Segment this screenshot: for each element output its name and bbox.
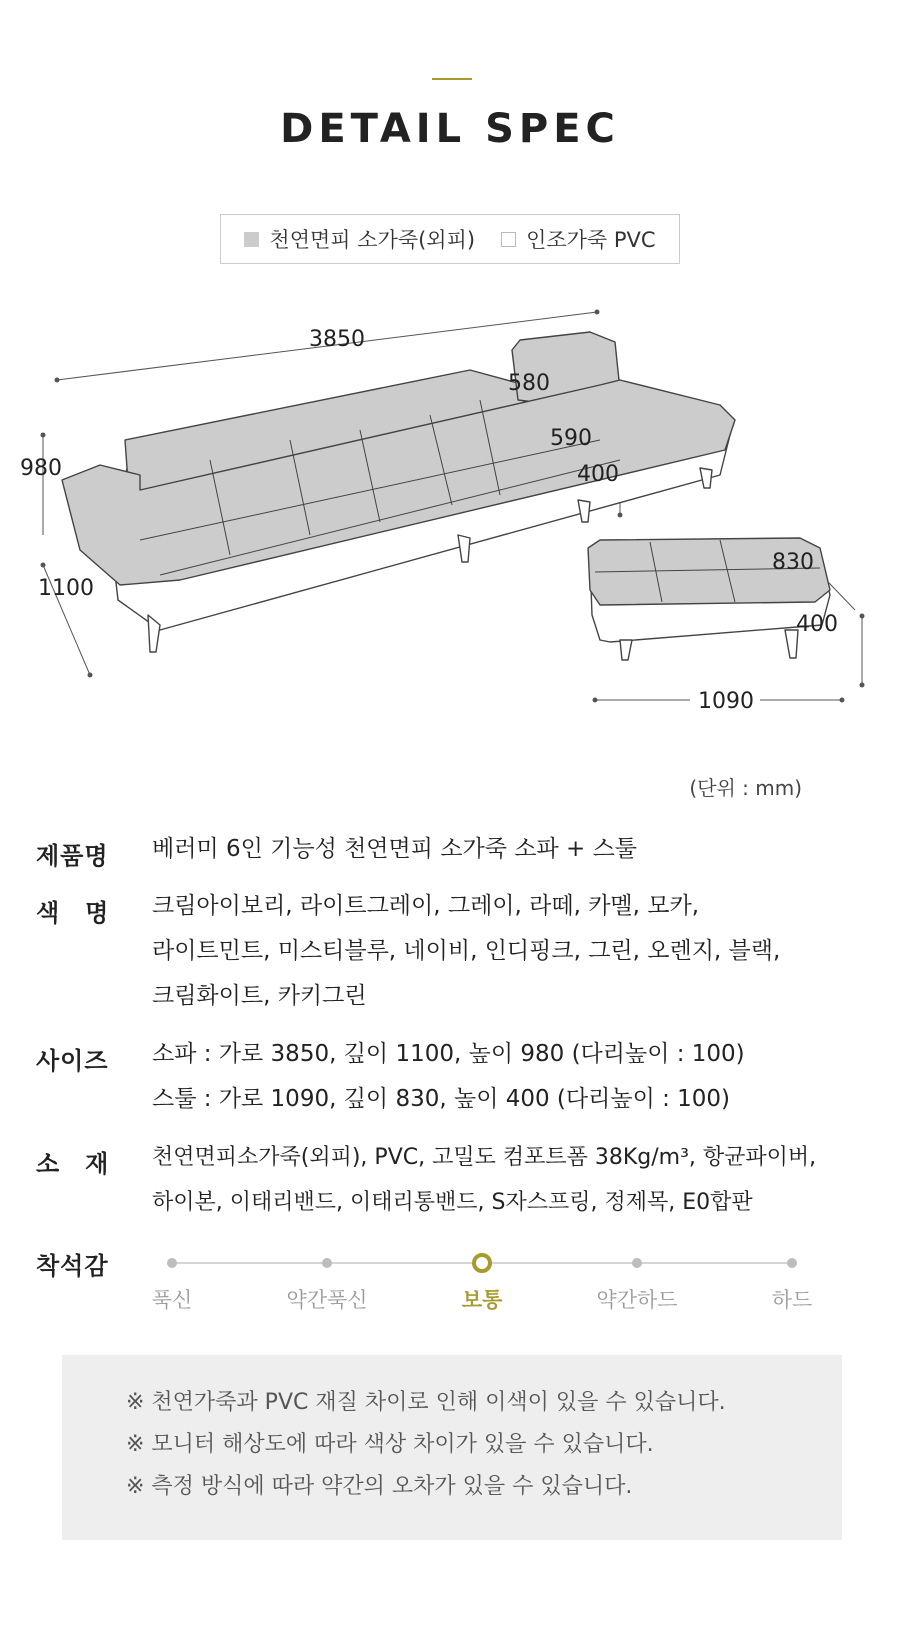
spec-label-comfort: 착석감 xyxy=(36,1252,109,1280)
page-title: DETAIL SPEC xyxy=(280,106,620,152)
spec-line: 스툴 : 가로 1090, 깊이 830, 높이 400 (다리높이 : 100) xyxy=(152,1086,731,1112)
comfort-level-label: 약간푹신 xyxy=(286,1288,368,1312)
spec-row-comfort xyxy=(36,1246,152,1281)
spec-line: 하이본, 이태리밴드, 이태리통밴드, S자스프링, 정제목, E0합판 xyxy=(152,1190,753,1215)
spec-line: 베러미 6인 기능성 천연면피 소가죽 소파 + 스툴 xyxy=(152,836,638,862)
unit-note: (단위 : mm) xyxy=(689,776,802,800)
spec-line: 크림화이트, 카키그린 xyxy=(152,983,367,1009)
spec-label-colors: 색 명 xyxy=(36,899,110,927)
spec-line: 라이트민트, 미스티블루, 네이비, 인디핑크, 그린, 오렌지, 블랙, xyxy=(152,938,781,964)
comfort-level-dot xyxy=(472,1253,492,1273)
material-legend xyxy=(220,214,680,264)
sofa-dimension-diagram xyxy=(0,290,900,720)
legend-artificial-leather-label: 인조가죽 PVC xyxy=(526,228,656,252)
spec-label-material: 소 재 xyxy=(36,1150,110,1178)
legend-artificial-leather xyxy=(501,224,656,254)
comfort-level-label: 푹신 xyxy=(151,1288,193,1312)
filled-square-icon xyxy=(244,232,259,247)
dim-sofa-height: 980 xyxy=(20,456,62,481)
comfort-level-label: 약간하드 xyxy=(596,1288,678,1312)
legend-natural-leather xyxy=(244,224,475,254)
dim-stool-depth: 830 xyxy=(772,550,814,575)
dim-seat-depth: 590 xyxy=(550,426,592,451)
spec-value-colors xyxy=(152,884,780,1019)
notice-line: ※ 모니터 해상도에 따라 색상 차이가 있을 수 있습니다. xyxy=(126,1432,654,1457)
legend-natural-leather-label: 천연면피 소가죽(외피) xyxy=(269,228,476,252)
empty-square-icon xyxy=(501,232,516,247)
comfort-level-dot xyxy=(167,1258,177,1268)
spec-value-size xyxy=(152,1032,745,1122)
title-accent-line xyxy=(432,78,472,80)
comfort-level-dot xyxy=(322,1258,332,1268)
notice-box xyxy=(62,1355,842,1540)
spec-value-material xyxy=(152,1135,816,1225)
spec-line: 크림아이보리, 라이트그레이, 그레이, 라떼, 카멜, 모카, xyxy=(152,893,699,919)
notice-line: ※ 천연가죽과 PVC 재질 차이로 인해 이색이 있을 수 있습니다. xyxy=(126,1390,726,1415)
spec-value-product-name xyxy=(152,827,637,872)
dim-sofa-depth: 1100 xyxy=(38,576,94,601)
comfort-level-label: 하드 xyxy=(771,1288,813,1312)
spec-row-material xyxy=(36,1144,816,1225)
comfort-level-dot xyxy=(787,1258,797,1268)
dim-back-height: 580 xyxy=(508,371,550,396)
notice-line: ※ 측정 방식에 따라 약간의 오차가 있을 수 있습니다. xyxy=(126,1474,633,1499)
dim-seat-height: 400 xyxy=(577,462,619,487)
spec-row-size xyxy=(36,1041,745,1122)
spec-label-product-name: 제품명 xyxy=(36,842,109,870)
dim-stool-height: 400 xyxy=(796,612,838,637)
spec-row-product-name xyxy=(36,836,637,872)
spec-line: 소파 : 가로 3850, 깊이 1100, 높이 980 (다리높이 : 100) xyxy=(152,1041,745,1067)
spec-line: 천연면피소가죽(외피), PVC, 고밀도 컴포트폼 38Kg/m³, 항균파이버, xyxy=(152,1145,817,1170)
spec-row-colors xyxy=(36,893,780,1019)
spec-label-size: 사이즈 xyxy=(36,1047,109,1075)
comfort-level-label: 보통 xyxy=(461,1288,503,1312)
comfort-level-dot xyxy=(632,1258,642,1268)
dim-sofa-width: 3850 xyxy=(309,327,365,352)
dim-stool-width: 1090 xyxy=(698,689,754,714)
